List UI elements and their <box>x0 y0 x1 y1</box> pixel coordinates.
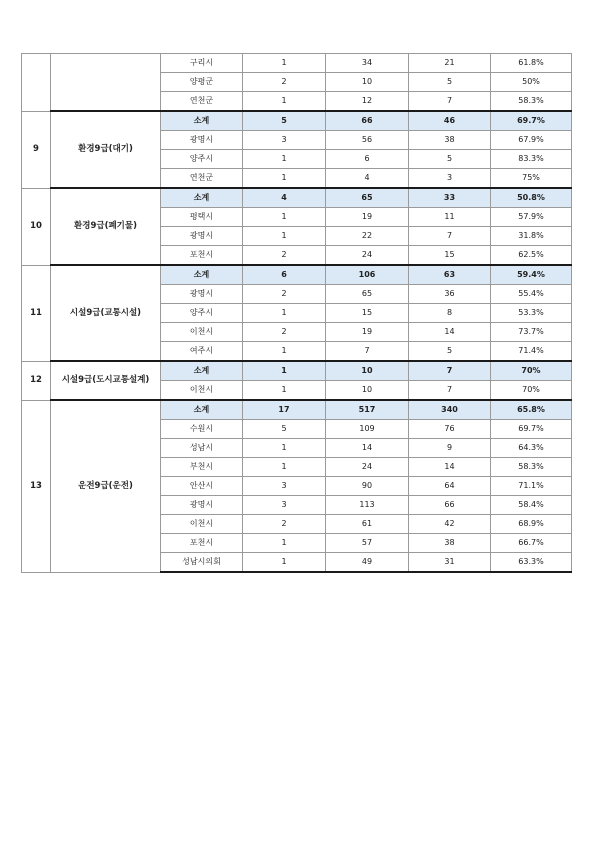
applicants-cell: 6 <box>326 150 409 169</box>
examinees-cell: 7 <box>409 361 491 381</box>
region-cell: 광명시 <box>161 285 243 304</box>
positions-cell: 1 <box>243 381 326 401</box>
applicants-cell: 14 <box>326 439 409 458</box>
examinees-cell: 9 <box>409 439 491 458</box>
region-cell: 여주시 <box>161 342 243 362</box>
group-number-cell: 12 <box>22 361 51 400</box>
region-cell: 이천시 <box>161 381 243 401</box>
job-title-cell <box>51 54 161 112</box>
positions-cell: 1 <box>243 534 326 553</box>
examinees-cell: 76 <box>409 420 491 439</box>
region-cell: 성남시의회 <box>161 553 243 573</box>
group-number-cell: 9 <box>22 111 51 188</box>
region-cell: 연천군 <box>161 92 243 112</box>
region-cell: 포천시 <box>161 246 243 266</box>
region-cell: 포천시 <box>161 534 243 553</box>
applicants-cell: 7 <box>326 342 409 362</box>
region-cell: 소계 <box>161 265 243 285</box>
rate-cell: 64.3% <box>491 439 572 458</box>
positions-cell: 1 <box>243 361 326 381</box>
applicants-cell: 22 <box>326 227 409 246</box>
region-cell: 구리시 <box>161 54 243 73</box>
subtotal-row <box>22 361 572 381</box>
applicants-cell: 34 <box>326 54 409 73</box>
rate-cell: 83.3% <box>491 150 572 169</box>
examinees-cell: 42 <box>409 515 491 534</box>
rate-cell: 70% <box>491 361 572 381</box>
examinees-cell: 66 <box>409 496 491 515</box>
rate-cell: 75% <box>491 169 572 189</box>
region-cell: 이천시 <box>161 515 243 534</box>
rate-cell: 68.9% <box>491 515 572 534</box>
job-title-cell: 시설9급(도시교통설계) <box>51 361 161 400</box>
rate-cell: 31.8% <box>491 227 572 246</box>
examinees-cell: 7 <box>409 92 491 112</box>
positions-cell: 1 <box>243 169 326 189</box>
region-cell: 양평군 <box>161 73 243 92</box>
rate-cell: 53.3% <box>491 304 572 323</box>
positions-cell: 1 <box>243 342 326 362</box>
rate-cell: 58.4% <box>491 496 572 515</box>
region-cell: 광명시 <box>161 496 243 515</box>
examinees-cell: 36 <box>409 285 491 304</box>
applicants-cell: 56 <box>326 131 409 150</box>
rate-cell: 61.8% <box>491 54 572 73</box>
region-cell: 광명시 <box>161 131 243 150</box>
applicants-cell: 113 <box>326 496 409 515</box>
group-number-cell <box>22 54 51 112</box>
applicants-cell: 517 <box>326 400 409 420</box>
rate-cell: 62.5% <box>491 246 572 266</box>
applicants-cell: 10 <box>326 381 409 401</box>
positions-cell: 5 <box>243 111 326 131</box>
positions-cell: 17 <box>243 400 326 420</box>
positions-cell: 3 <box>243 496 326 515</box>
positions-cell: 2 <box>243 285 326 304</box>
region-cell: 수원시 <box>161 420 243 439</box>
positions-cell: 1 <box>243 54 326 73</box>
group-number-cell: 11 <box>22 265 51 361</box>
examinees-cell: 63 <box>409 265 491 285</box>
rate-cell: 70% <box>491 381 572 401</box>
positions-cell: 1 <box>243 304 326 323</box>
applicants-cell: 10 <box>326 361 409 381</box>
region-cell: 소계 <box>161 400 243 420</box>
region-cell: 양주시 <box>161 150 243 169</box>
rate-cell: 58.3% <box>491 92 572 112</box>
applicants-cell: 66 <box>326 111 409 131</box>
positions-cell: 1 <box>243 458 326 477</box>
region-cell: 부천시 <box>161 458 243 477</box>
rate-cell: 71.4% <box>491 342 572 362</box>
applicants-cell: 90 <box>326 477 409 496</box>
examinees-cell: 14 <box>409 458 491 477</box>
applicants-cell: 65 <box>326 188 409 208</box>
job-title-cell: 운전9급(운전) <box>51 400 161 572</box>
job-title-cell: 시설9급(교통시설) <box>51 265 161 361</box>
region-cell: 소계 <box>161 361 243 381</box>
rate-cell: 71.1% <box>491 477 572 496</box>
subtotal-row <box>22 188 572 208</box>
positions-cell: 3 <box>243 477 326 496</box>
applicants-cell: 57 <box>326 534 409 553</box>
examinees-cell: 5 <box>409 342 491 362</box>
examinees-cell: 31 <box>409 553 491 573</box>
rate-cell: 58.3% <box>491 458 572 477</box>
rate-cell: 59.4% <box>491 265 572 285</box>
positions-cell: 2 <box>243 73 326 92</box>
rate-cell: 69.7% <box>491 111 572 131</box>
examinees-cell: 38 <box>409 131 491 150</box>
subtotal-row <box>22 265 572 285</box>
applicants-cell: 19 <box>326 323 409 342</box>
positions-cell: 1 <box>243 92 326 112</box>
applicants-cell: 49 <box>326 553 409 573</box>
positions-cell: 1 <box>243 150 326 169</box>
rate-cell: 65.8% <box>491 400 572 420</box>
table-row <box>22 54 572 73</box>
positions-cell: 1 <box>243 553 326 573</box>
positions-cell: 6 <box>243 265 326 285</box>
region-cell: 평택시 <box>161 208 243 227</box>
applicants-cell: 10 <box>326 73 409 92</box>
examinees-cell: 5 <box>409 73 491 92</box>
examinees-cell: 7 <box>409 381 491 401</box>
examinees-cell: 38 <box>409 534 491 553</box>
applicants-cell: 24 <box>326 246 409 266</box>
examinees-cell: 5 <box>409 150 491 169</box>
examinees-cell: 14 <box>409 323 491 342</box>
applicants-cell: 15 <box>326 304 409 323</box>
positions-cell: 5 <box>243 420 326 439</box>
examinees-cell: 21 <box>409 54 491 73</box>
subtotal-row <box>22 111 572 131</box>
examinees-cell: 7 <box>409 227 491 246</box>
examinees-cell: 46 <box>409 111 491 131</box>
applicants-cell: 109 <box>326 420 409 439</box>
applicants-cell: 19 <box>326 208 409 227</box>
rate-cell: 50.8% <box>491 188 572 208</box>
applicants-cell: 12 <box>326 92 409 112</box>
positions-cell: 2 <box>243 323 326 342</box>
examinees-cell: 3 <box>409 169 491 189</box>
group-number-cell: 13 <box>22 400 51 572</box>
examinees-cell: 11 <box>409 208 491 227</box>
examinees-cell: 64 <box>409 477 491 496</box>
rate-cell: 73.7% <box>491 323 572 342</box>
rate-cell: 67.9% <box>491 131 572 150</box>
recruitment-table <box>21 53 572 573</box>
positions-cell: 1 <box>243 439 326 458</box>
subtotal-row <box>22 400 572 420</box>
region-cell: 소계 <box>161 111 243 131</box>
applicants-cell: 65 <box>326 285 409 304</box>
region-cell: 연천군 <box>161 169 243 189</box>
rate-cell: 69.7% <box>491 420 572 439</box>
region-cell: 이천시 <box>161 323 243 342</box>
examinees-cell: 340 <box>409 400 491 420</box>
examinees-cell: 8 <box>409 304 491 323</box>
applicants-cell: 106 <box>326 265 409 285</box>
region-cell: 안산시 <box>161 477 243 496</box>
applicants-cell: 24 <box>326 458 409 477</box>
region-cell: 소계 <box>161 188 243 208</box>
region-cell: 광명시 <box>161 227 243 246</box>
positions-cell: 3 <box>243 131 326 150</box>
applicants-cell: 61 <box>326 515 409 534</box>
examinees-cell: 15 <box>409 246 491 266</box>
rate-cell: 50% <box>491 73 572 92</box>
rate-cell: 57.9% <box>491 208 572 227</box>
examinees-cell: 33 <box>409 188 491 208</box>
rate-cell: 55.4% <box>491 285 572 304</box>
region-cell: 성남시 <box>161 439 243 458</box>
job-title-cell: 환경9급(대기) <box>51 111 161 188</box>
rate-cell: 66.7% <box>491 534 572 553</box>
rate-cell: 63.3% <box>491 553 572 573</box>
positions-cell: 4 <box>243 188 326 208</box>
positions-cell: 2 <box>243 246 326 266</box>
positions-cell: 1 <box>243 227 326 246</box>
positions-cell: 2 <box>243 515 326 534</box>
job-title-cell: 환경9급(폐기물) <box>51 188 161 265</box>
group-number-cell: 10 <box>22 188 51 265</box>
positions-cell: 1 <box>243 208 326 227</box>
region-cell: 양주시 <box>161 304 243 323</box>
applicants-cell: 4 <box>326 169 409 189</box>
